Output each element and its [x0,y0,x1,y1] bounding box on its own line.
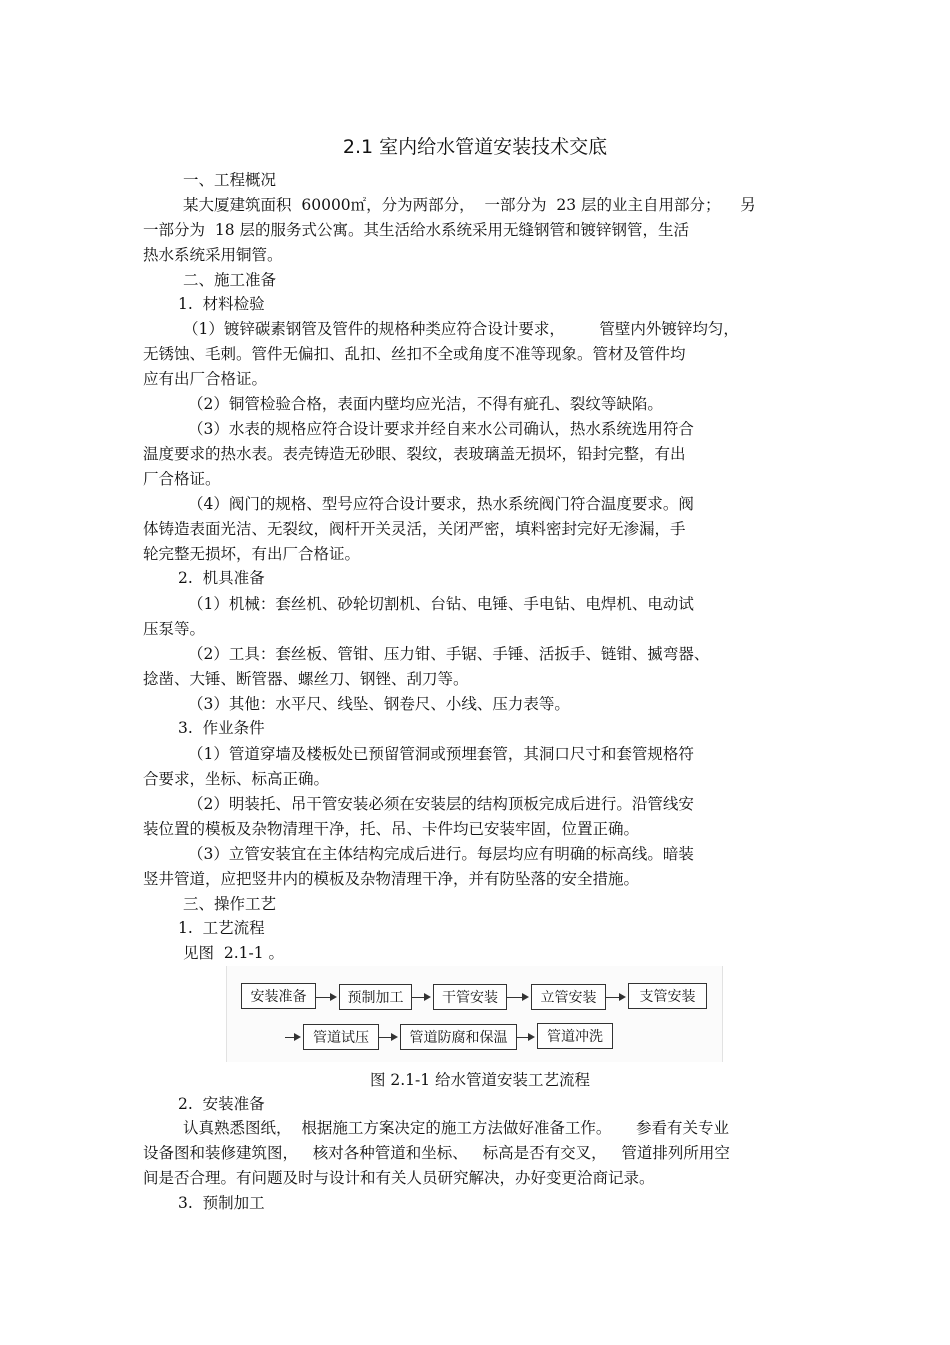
paragraph-line: 压泵等。 [143,620,206,638]
section-heading: 一、工程概况 [183,171,277,189]
subsection-heading: 1. 工艺流程 [178,919,265,937]
flow-step-prefabrication: 预制加工 [339,984,412,1010]
paragraph-line: 竖井管道，应把竖井内的模板及杂物清理干净，并有防坠落的安全措施。 [143,870,640,888]
flow-step-main-pipe: 干管安装 [433,984,507,1010]
subsection-heading: 3. 预制加工 [178,1194,265,1212]
paragraph-line: （2）明装托、吊干管安装必须在安装层的结构顶板完成后进行。沿管线安 [188,795,694,813]
paragraph-line: （2）工具：套丝板、管钳、压力钳、手锯、手锤、活扳手、链钳、揻弯器、 [188,645,710,663]
flow-step-riser-pipe: 立管安装 [531,984,606,1010]
paragraph-line: （1）机械：套丝机、砂轮切割机、台钻、电锤、手电钻、电焊机、电动试 [188,595,694,613]
subsection-heading: 1. 材料检验 [178,295,265,313]
process-flowchart [226,966,723,1062]
flow-step-install-prep: 安装准备 [241,983,316,1009]
section-heading: 二、施工准备 [183,271,277,289]
page-title: 2.1 室内给水管道安装技术交底 [342,136,608,158]
paragraph-line: 间是否合理。有问题及时与设计和有关人员研究解决，办好变更洽商记录。 [143,1169,655,1187]
paragraph-line: 捻凿、大锤、断管器、螺丝刀、钢锉、刮刀等。 [143,670,469,688]
paragraph-line: （2）铜管检验合格，表面内壁均应光洁，不得有疵孔、裂纹等缺陷。 [188,395,663,413]
paragraph-line: （3）其他：水平尺、线坠、钢卷尺、小线、压力表等。 [188,695,570,713]
paragraph-line: 一部分为 18 层的服务式公寓。其生活给水系统采用无缝钢管和镀锌钢管，生活 [143,221,690,239]
paragraph-line: 认真熟悉图纸， 根据施工方案决定的施工方法做好准备工作。 参看有关专业 [183,1119,729,1137]
flow-step-pressure-test: 管道试压 [303,1024,379,1050]
subsection-heading: 3. 作业条件 [178,719,265,737]
paragraph-line: （1）管道穿墙及楼板处已预留管洞或预埋套管，其洞口尺寸和套管规格符 [188,745,694,763]
paragraph-line: 体铸造表面光洁、无裂纹，阀杆开关灵活，关闭严密，填料密封完好无渗漏，手 [143,520,686,538]
paragraph-line: 合要求，坐标、标高正确。 [143,770,330,788]
flow-step-branch-pipe: 支管安装 [628,983,707,1009]
subsection-heading: 2. 机具准备 [178,569,265,587]
paragraph-line: 无锈蚀、毛刺。管件无偏扣、乱扣、丝扣不全或角度不准等现象。管材及管件均 [143,345,686,363]
paragraph-line: （3）水表的规格应符合设计要求并经自来水公司确认，热水系统选用符合 [188,420,694,438]
subsection-heading: 2. 安装准备 [178,1095,265,1113]
flow-step-flushing: 管道冲洗 [537,1023,613,1049]
paragraph-line: 厂合格证。 [143,470,221,488]
flow-arrow [379,1037,396,1038]
flow-step-anticorrosion: 管道防腐和保温 [400,1024,517,1050]
paragraph-line: 设备图和装修建筑图， 核对各种管道和坐标、 标高是否有交叉， 管道排列所用空 [143,1144,730,1162]
flow-arrow [412,997,429,998]
paragraph-line: 应有出厂合格证。 [143,370,268,388]
paragraph-line: 温度要求的热水表。表壳铸造无砂眼、裂纹，表玻璃盖无损坏，铅封完整，有出 [143,445,686,463]
paragraph-line: （3）立管安装宜在主体结构完成后进行。每层均应有明确的标高线。暗装 [188,845,694,863]
figure-caption: 图 2.1-1 给水管道安装工艺流程 [369,1071,591,1089]
flow-arrow [507,997,527,998]
flow-arrow [316,997,335,998]
flow-arrow [285,1037,299,1038]
paragraph-line: 见图 2.1-1 。 [183,944,285,962]
paragraph-line: 装位置的模板及杂物清理干净，托、吊、卡件均已安装牢固，位置正确。 [143,820,640,838]
flow-arrow [517,1037,533,1038]
section-heading: 三、操作工艺 [183,895,277,913]
paragraph-line: 某大厦建筑面积 60000㎡，分为两部分， 一部分为 23 层的业主自用部分； 另 [183,196,756,214]
paragraph-line: （1）镀锌碳素钢管及管件的规格种类应符合设计要求， 管壁内外镀锌均匀， [183,320,739,338]
paragraph-line: （4）阀门的规格、型号应符合设计要求，热水系统阀门符合温度要求。阀 [188,495,694,513]
paragraph-line: 热水系统采用铜管。 [143,246,283,264]
paragraph-line: 轮完整无损坏，有出厂合格证。 [143,545,361,563]
flow-arrow [606,997,624,998]
